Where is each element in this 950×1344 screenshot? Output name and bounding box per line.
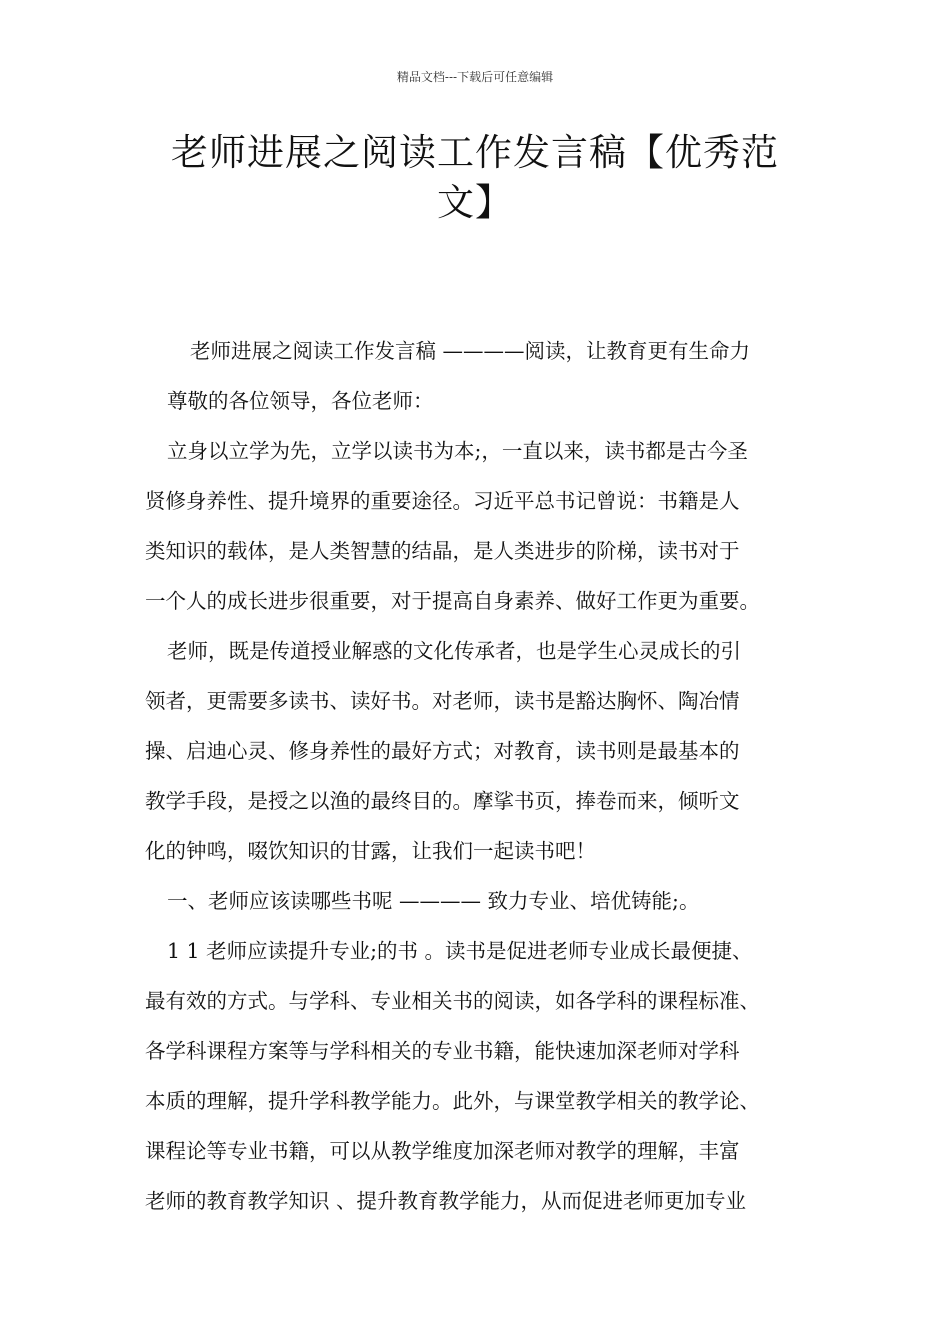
- salutation-line: 尊敬的各位领导，各位老师：: [167, 389, 434, 413]
- paragraph-line: 领者，更需要多读书、读好书。对老师，读书是豁达胸怀、陶冶情: [145, 689, 740, 713]
- paragraph-line: 各学科课程方案等与学科相关的专业书籍，能快速加深老师对学科: [145, 1039, 740, 1063]
- paragraph-line: 1 1 老师应读提升专业;的书 。读书是促进老师专业成长最便捷、: [167, 939, 753, 963]
- paragraph-line: 教学手段，是授之以渔的最终目的。摩挲书页，捧卷而来，倾听文: [145, 789, 740, 813]
- section-heading: 一、老师应该读哪些书呢 ———— 致力专业、培优铸能;。: [167, 889, 700, 913]
- paragraph-line: 贤修身养性、提升境界的重要途径。习近平总书记曾说：书籍是人: [145, 489, 740, 513]
- paragraph-line: 课程论等专业书籍，可以从教学维度加深老师对教学的理解，丰富: [145, 1139, 740, 1163]
- paragraph-line: 老师，既是传道授业解惑的文化传承者，也是学生心灵成长的引: [167, 639, 741, 663]
- paragraph-line: 老师的教育教学知识 、提升教育教学能力，从而促进老师更加专业: [145, 1189, 747, 1213]
- paragraph-line: 化的钟鸣，啜饮知识的甘露，让我们一起读书吧！: [145, 839, 596, 863]
- document-body: [145, 326, 815, 1226]
- paragraph-line: 一个人的成长进步很重要，对于提高自身素养、做好工作更为重要。: [145, 589, 760, 613]
- paragraph-line: 立身以立学为先，立学以读书为本;，一直以来，读书都是古今圣: [167, 439, 748, 463]
- header-note: 精品文档---下载后可任意编辑: [396, 70, 554, 84]
- document-title: 老师进展之阅读工作发言稿【优秀范文】: [171, 131, 779, 224]
- paragraph-line: 最有效的方式。与学科、专业相关书的阅读，如各学科的课程标准、: [145, 989, 760, 1013]
- subtitle-line: 老师进展之阅读工作发言稿 ————阅读，让教育更有生命力: [190, 339, 751, 363]
- paragraph-line: 类知识的载体，是人类智慧的结晶，是人类进步的阶梯，读书对于: [145, 539, 740, 563]
- paragraph-line: 操、启迪心灵、修身养性的最好方式；对教育，读书则是最基本的: [145, 739, 740, 763]
- paragraph-line: 本质的理解，提升学科教学能力。此外，与课堂教学相关的教学论、: [145, 1089, 760, 1113]
